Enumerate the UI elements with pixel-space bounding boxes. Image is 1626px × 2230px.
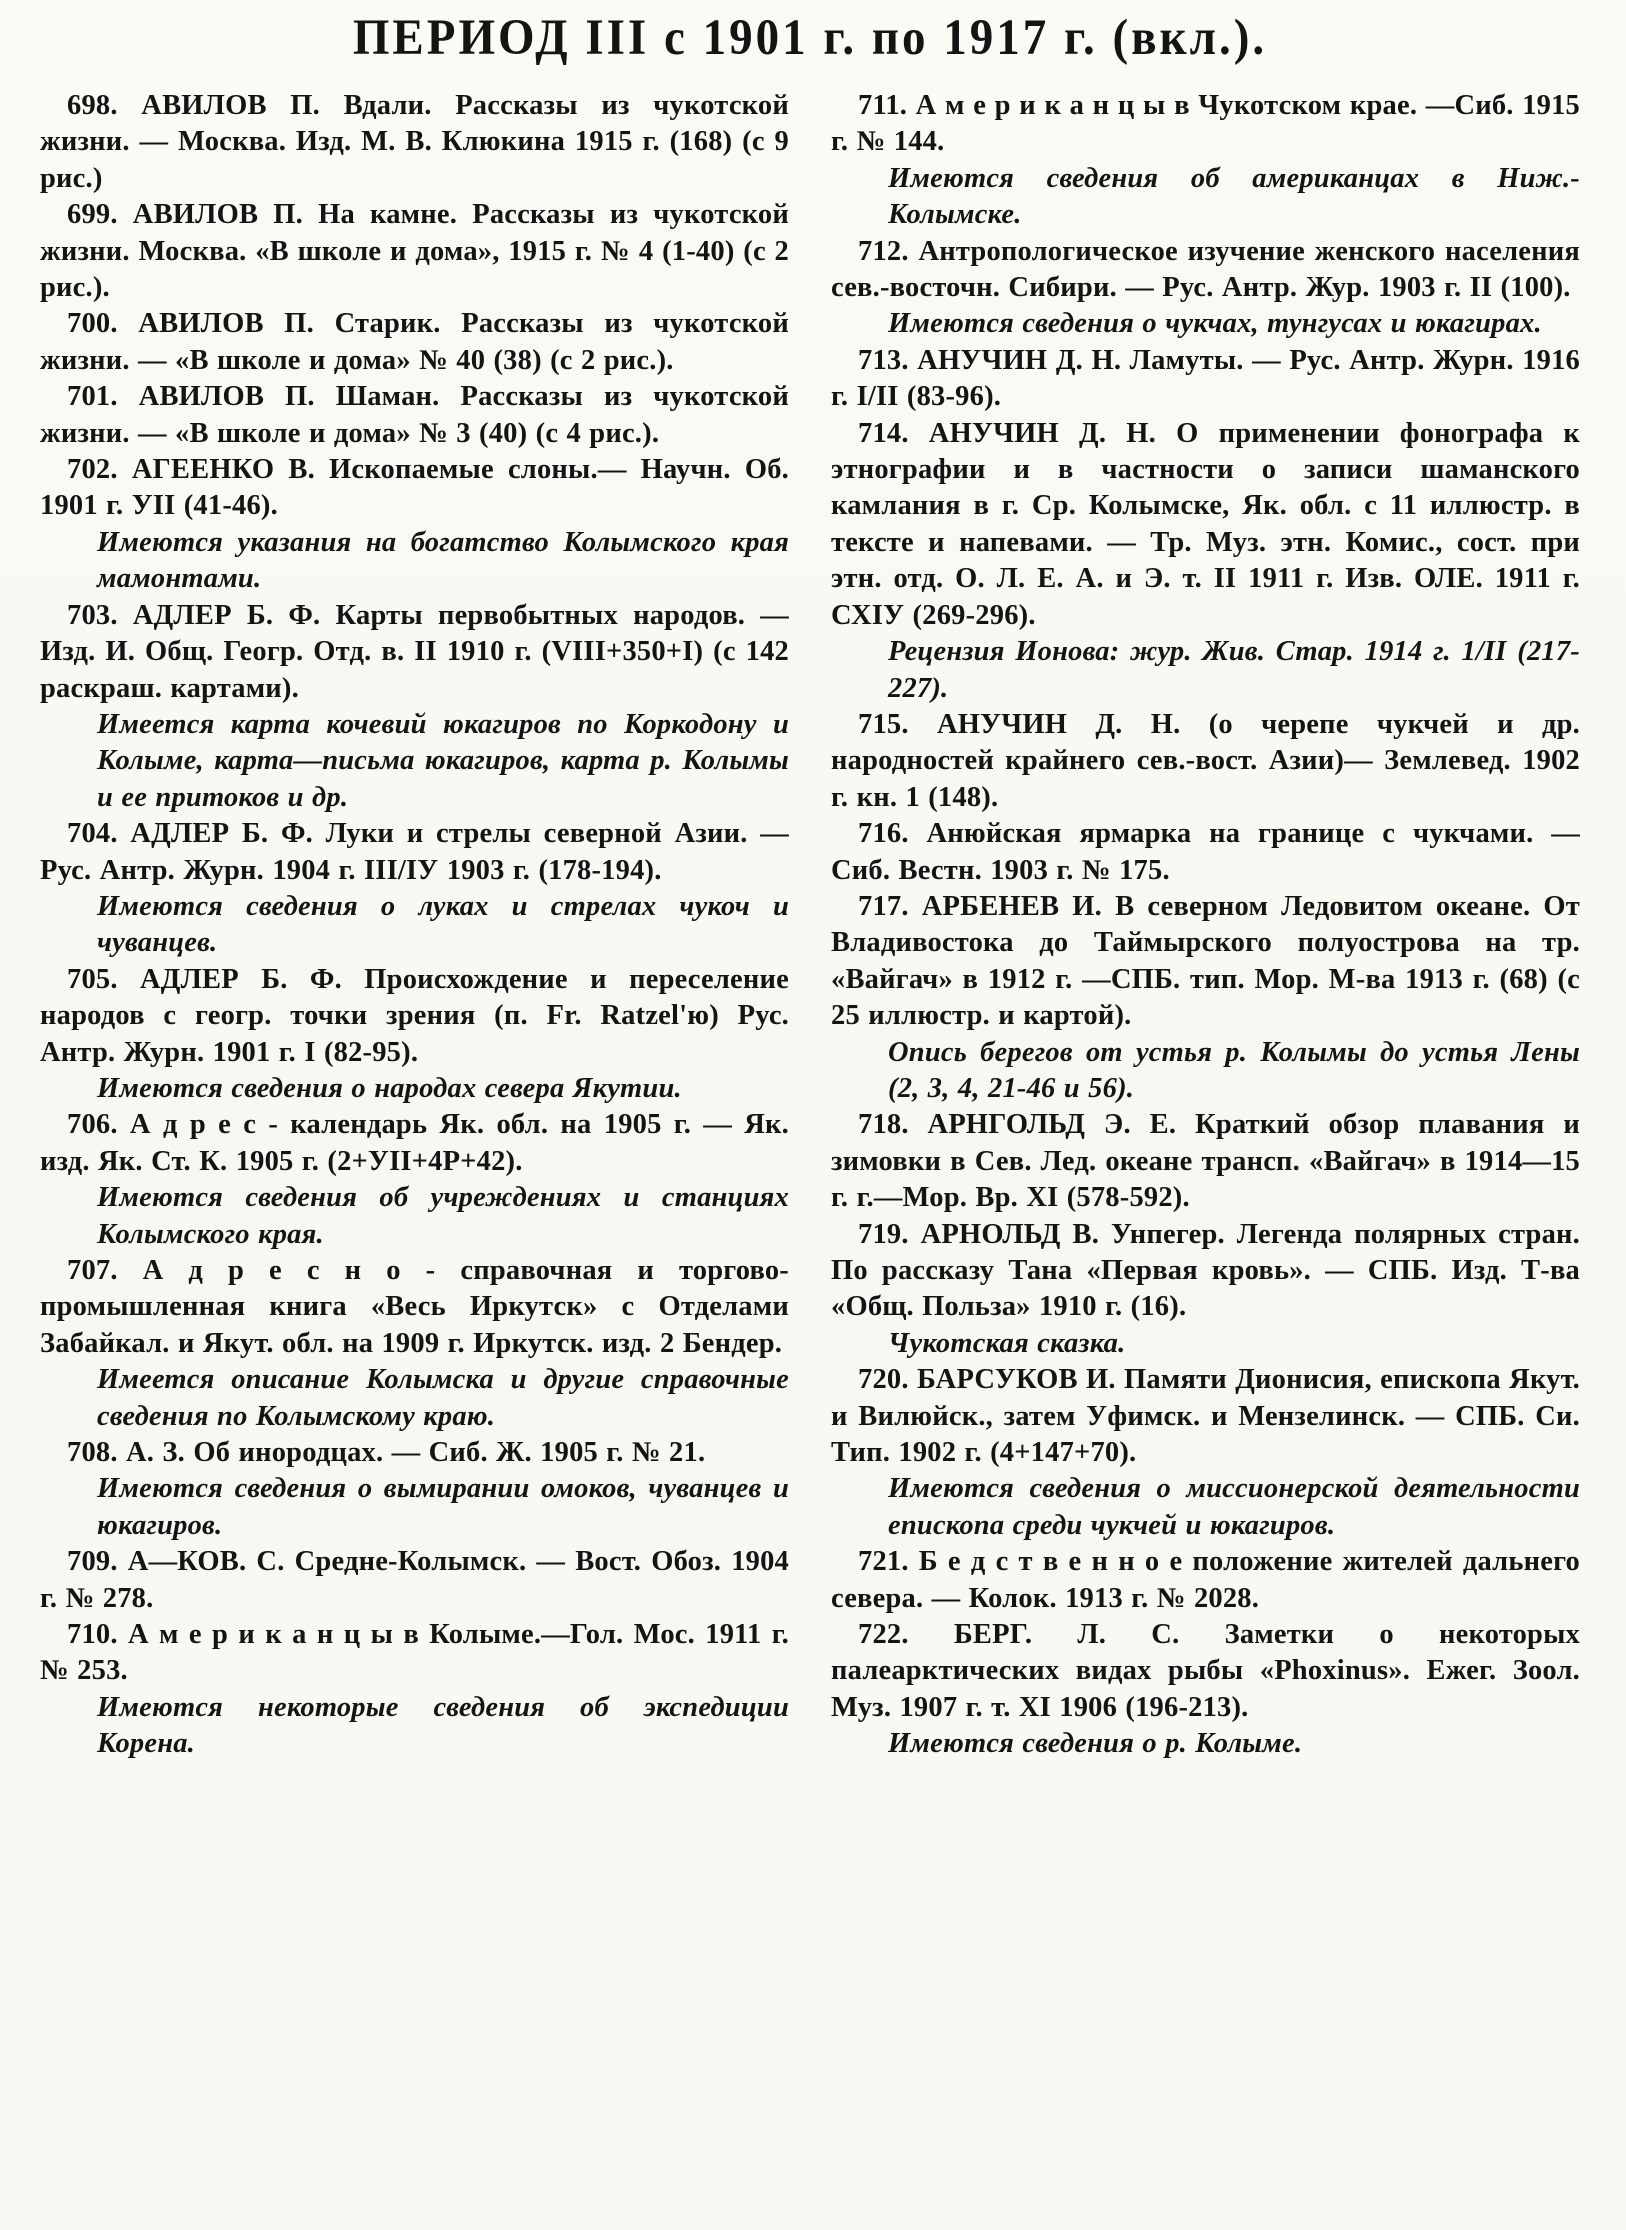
annotation-note: Рецензия Ионова: жур. Жив. Стар. 1914 г. 1/II (217-227). — [888, 636, 1580, 704]
bibliography-entry: 709. А—КОВ. С. Средне-Колымск. — Вост. Обоз. 1904 г. № 278. — [40, 1546, 789, 1614]
bibliography-entry: 715. АНУЧИН Д. Н. (о черепе чукчей и др. народностей крайнего сев.-вост. Азии)— Землевед. 1902 г. кн. 1 (148). — [831, 708, 1580, 813]
annotation-note: Опись берегов от устья р. Колымы до устья Лены (2, 3, 4, 21-46 и 56). — [888, 1036, 1580, 1104]
annotation-note: Имеются некоторые сведения об экспедиции Корена. — [97, 1691, 789, 1760]
annotation-note: Имеются сведения об учреждениях и станциях Колымского края. — [97, 1182, 789, 1250]
bibliography-entry: 700. АВИЛОВ П. Старик. Рассказы из чукотской жизни. — «В школе и дома» № 40 (38) (с 2 рис.). — [40, 308, 789, 376]
annotation-note: Имеется карта кочевий юкагиров по Коркодону и Колыме, карта—письма юкагиров, карта р. Колымы и ее притоков и др. — [97, 708, 789, 813]
bibliography-entry: 713. АНУЧИН Д. Н. Ламуты. — Рус. Антр. Журн. 1916 г. I/II (83-96). — [831, 344, 1580, 413]
annotation-note: Имеется описание Колымска и другие справочные сведения по Колымскому краю. — [97, 1364, 789, 1432]
page-title: ПЕРИОД III с 1901 г. по 1917 г. (вкл.). — [352, 9, 1268, 67]
annotation-note: Имеются сведения о р. Колыме. — [888, 1728, 1303, 1760]
bibliography-entry: 721. Б е д с т в е н н о е положение жителей дальнего севера. — Колок. 1913 г. № 2028. — [831, 1546, 1580, 1614]
annotation-note: Имеются сведения о луках и стрелах чукоч и чуванцев. — [97, 890, 789, 959]
annotation-note: Имеются сведения об американцах в Ниж.-Колымске. — [888, 162, 1580, 231]
bibliography-entry: 703. АДЛЕР Б. Ф. Карты первобытных народов. — Изд. И. Общ. Геогр. Отд. в. II 1910 г. (VIII+350+I) (с 142 раскраш. картами). — [40, 599, 789, 704]
bibliography-entry: 718. АРНГОЛЬД Э. Е. Краткий обзор плавания и зимовки в Сев. Лед. океане трансп. «Вайгач» в 1914—15 г. г.—Мор. Вр. XI (578-592). — [831, 1109, 1580, 1214]
right-column — [831, 88, 1580, 1763]
bibliography-entry: 701. АВИЛОВ П. Шаман. Рассказы из чукотской жизни. — «В школе и дома» № 3 (40) (с 4 рис.). — [40, 381, 789, 449]
bibliography-entry: 706. А д р е с - календарь Як. обл. на 1905 г. — Як. изд. Як. Ст. К. 1905 г. (2+УII+4Р+42). — [40, 1109, 789, 1177]
bibliography-entry: 717. АРБЕНЕВ И. В северном Ледовитом океане. От Владивостока до Таймырского полуострова на тр. «Вайгач» в 1912 г. —СПБ. тип. Мор. М-ва 1913 г. (68) (с 25 иллюстр. и картой). — [831, 890, 1580, 1032]
bibliography-entry: 722. БЕРГ. Л. С. Заметки о некоторых палеарктических видах рыбы «Phoxinus». Ежег. Зоол. Муз. 1907 г. т. XI 1906 (196-213). — [831, 1619, 1580, 1723]
bibliography-entry: 698. АВИЛОВ П. Вдали. Рассказы из чукотской жизни. — Москва. Изд. М. В. Клюкина 1915 г. (168) (с 9 рис.) — [40, 90, 789, 194]
bibliography-entry: 711. А м е р и к а н ц ы в Чукотском крае. —Сиб. 1915 г. № 144. — [831, 90, 1580, 158]
bibliography-entry: 714. АНУЧИН Д. Н. О применении фонографа к этнографии и в частности о записи шаманского камлания в г. Ср. Колымске, Як. обл. с 11 иллюстр. в тексте и напевами. — Тр. Муз. этн. Комис., сост. при этн. отд. О. Л. Е. А. и Э. т. II 1911 г. Изв. ОЛЕ. 1911 г. СХIУ (269-296). — [831, 417, 1580, 631]
bibliography-entry: 708. А. З. Об инородцах. — Сиб. Ж. 1905 г. № 21. — [67, 1437, 706, 1469]
two-column-layout — [40, 88, 1580, 1763]
bibliography-entry: 712. Антропологическое изучение женского населения сев.-восточн. Сибири. — Рус. Антр. Жур. 1903 г. II (100). — [831, 235, 1580, 304]
bibliography-entry: 702. АГЕЕНКО В. Ископаемые слоны.— Научн. Об. 1901 г. УII (41-46). — [40, 454, 789, 522]
left-column — [40, 88, 789, 1763]
bibliography-entry: 720. БАРСУКОВ И. Памяти Дионисия, епископа Якут. и Вилюйск., затем Уфимск. и Мензелинск. — СПБ. Си. Тип. 1902 г. (4+147+70). — [831, 1364, 1580, 1469]
annotation-note: Имеются сведения о чукчах, тунгусах и юкагирах. — [888, 308, 1542, 340]
bibliography-entry: 716. Анюйская ярмарка на границе с чукчами. — Сиб. Вестн. 1903 г. № 175. — [831, 818, 1580, 886]
annotation-note: Чукотская сказка. — [888, 1327, 1126, 1359]
bibliography-entry: 719. АРНОЛЬД В. Унпегер. Легенда полярных стран. По рассказу Тана «Первая кровь». — СПБ. Изд. Т-ва «Общ. Польза» 1910 г. (16). — [831, 1218, 1580, 1323]
annotation-note: Имеются указания на богатство Колымского края мамонтами. — [97, 526, 789, 595]
bibliography-entry: 707. А д р е с н о - справочная и торгово-промышленная книга «Весь Иркутск» с Отделами Забайкал. и Якут. обл. на 1909 г. Иркутск. изд. 2 Бендер. — [40, 1255, 789, 1359]
annotation-note: Имеются сведения о вымирании омоков, чуванцев и юкагиров. — [97, 1473, 789, 1541]
bibliography-entry: 710. А м е р и к а н ц ы в Колыме.—Гол. Мос. 1911 г. № 253. — [40, 1619, 789, 1687]
bibliography-entry: 704. АДЛЕР Б. Ф. Луки и стрелы северной Азии. — Рус. Антр. Журн. 1904 г. III/IУ 1903 г. (178-194). — [40, 818, 789, 886]
annotation-note: Имеются сведения о миссионерской деятельности епископа среди чукчей и юкагиров. — [888, 1473, 1580, 1541]
annotation-note: Имеются сведения о народах севера Якутии. — [97, 1072, 682, 1104]
bibliography-entry: 705. АДЛЕР Б. Ф. Происхождение и переселение народов с геогр. точки зрения (п. Fr. Ratzel'ю) Рус. Антр. Журн. 1901 г. I (82-95). — [40, 963, 789, 1068]
bibliography-entry: 699. АВИЛОВ П. На камне. Рассказы из чукотской жизни. Москва. «В школе и дома», 1915 г. № 4 (1-40) (с 2 рис.). — [40, 199, 789, 304]
